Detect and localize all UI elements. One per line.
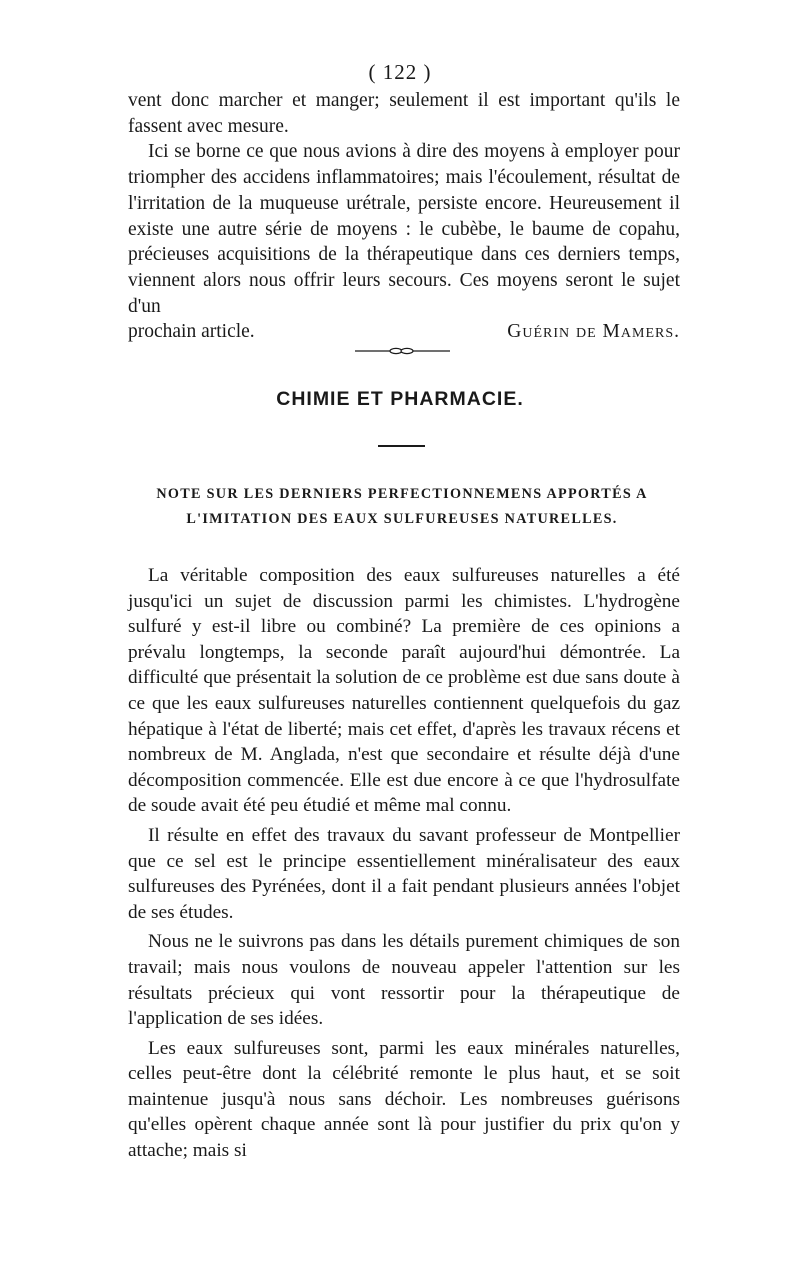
closing-line — [128, 319, 680, 345]
intro-paragraph-1: vent donc marcher et manger; seulement il est important qu'ils le fassent avec mesure. — [128, 90, 680, 137]
intro-paragraph-2-text: Ici se borne ce que nous avions à dire des moyens à employer pour triompher des accidens inflammatoires; mais l'écoulement, résultat de l'irritation de la muqueuse urétrale, persiste encore. Heureusement il existe une autre série de moyens : le cubèbe, le baume de copahu, précieuses acquisitions de la thérapeutique dans ces derniers temps, viennent alors nous offrir leurs secours. Ces moyens seront le sujet d'un — [128, 141, 680, 317]
article-body — [128, 563, 680, 1164]
author-signature: Guérin de Mamers. — [507, 321, 680, 343]
article-paragraph-2: Il résulte en effet des travaux du savant professeur de Montpellier que ce sel est le principe essentiellement minéralisateur des eaux sulfureuses des Pyrénées, dont il a fait pendant plusieurs années l'objet de ses études. — [128, 824, 680, 923]
article-title: NOTE SUR LES DERNIERS PERFECTIONNEMENS APPORTÉS A L'IMITATION DES EAUX SULFUREUSES NATURELLES. — [156, 486, 648, 527]
closing-text: prochain article. — [128, 321, 255, 343]
section-title: CHIMIE ET PHARMACIE. — [276, 388, 524, 410]
article-paragraph-1: La véritable composition des eaux sulfureuses naturelles a été jusqu'ici un sujet de discussion parmi les chimistes. L'hydrogène sulfuré y est-il libre ou combiné? La première de ces opinions a prévalu longtemps, la seconde paraît aujourd'hui démontrée. La difficulté que présentait la solution de ce problème est due sans doute à ce que les eaux sulfureuses naturelles contiennent quelquefois du gaz hépatique à l'état de liberté; mais cet effet, d'après les travaux récens et nombreux de M. Anglada, n'est que secondaire et résulte déjà d'une décomposition commencée. Elle est due encore à ce que l'hydrosulfate de soude avait été peu étudié et même mal connu. — [128, 565, 680, 817]
article-paragraph-3: Nous ne le suivrons pas dans les détails purement chimiques de son travail; mais nous voulons de nouveau appeler l'attention sur les résultats précieux qui vont ressortir pour la thérapeutique de l'application de ses idées. — [128, 931, 680, 1030]
page-number: ( 122 ) — [368, 60, 432, 84]
section-rule — [378, 445, 425, 447]
ornament-divider — [355, 347, 450, 355]
intro-paragraph-2 — [128, 139, 680, 319]
article-paragraph-4: Les eaux sulfureuses sont, parmi les eaux minérales naturelles, celles peut-être dont la célébrité remonte le plus haut, et se soit maintenue jusqu'à nous sans déchoir. Les nombreuses guérisons qu'elles opèrent chaque année sont là pour justifier du prix qu'on y attache; mais si — [128, 1037, 680, 1162]
intro-text — [128, 88, 680, 345]
